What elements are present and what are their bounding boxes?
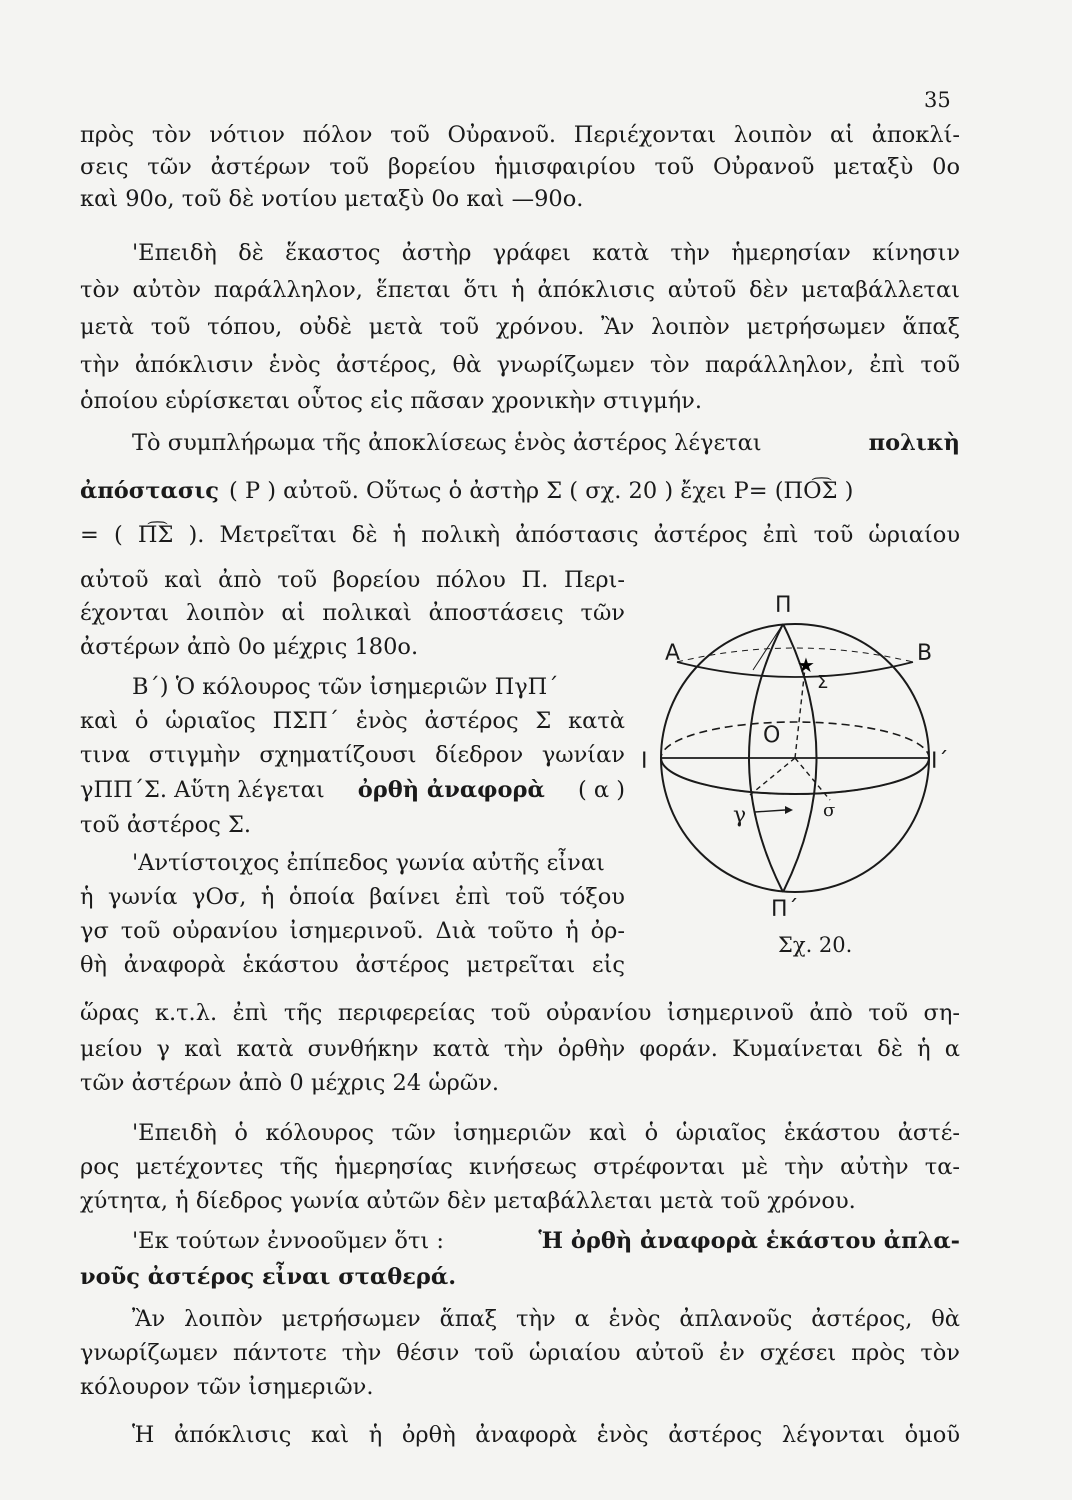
text-line: ρος μετέχοντες τῆς ἡμερησίας κινήσεως στρέφονται μὲ τὴν αὐτὴν τα- [80,1154,960,1180]
text-line: γσ τοῦ οὐρανίου ἰσημερινοῦ. Διὰ τοῦτο ἡ ὀρ- [80,918,625,944]
term-polar-distance-2: ἀπόστασις [80,478,220,504]
text-line [132,428,960,458]
text-line: τῶν ἀστέρων ἀπὸ 0 μέχρις 24 ὡρῶν. [80,1070,500,1096]
text-line: ὥρας κ.τ.λ. ἐπὶ τῆς περιφερείας τοῦ οὐρανίου ἰσημερινοῦ ἀπὸ τοῦ ση- [80,1000,960,1026]
equator-front [661,758,929,794]
text-span: ( Ρ ) αὐτοῦ. Οὕτως ὁ ἀστὴρ Σ ( σχ. 20 ) ἔχει Ρ= (ΠΟ͡Σ ) [229,478,854,504]
text-line: 'Αντίστοιχος ἐπίπεδος γωνία αὐτῆς εἶναι [132,850,605,876]
text-line: τὴν ἀπόκλισιν ἑνὸς ἀστέρος, θὰ γνωρίζωμεν τὸν παράλληλον, ἐπὶ τοῦ [80,352,960,378]
text-line: σεις τῶν ἀστέρων τοῦ βορείου ἡμισφαιρίου τοῦ Οὐρανοῦ μεταξὺ 0ο [80,154,960,180]
text-line: ὁποίου εὑρίσκεται οὗτος εἰς πᾶσαν χρονικὴν στιγμήν. [80,388,703,414]
text-line [80,476,960,506]
label-sigma-small: σ [823,800,836,821]
text-line [80,775,625,805]
text-line: τινα στιγμὴν σχηματίζουσι δίεδρον γωνίαν [80,742,625,768]
text-line: Ἡ ἀπόκλισις καὶ ἡ ὀρθὴ ἀναφορὰ ἑνὸς ἀστέρος λέγονται ὁμοῦ [132,1422,960,1448]
text-span: γΠΠ΄Σ. Αὕτη λέγεται [80,777,325,803]
label-p-prime: Π΄ [771,897,799,922]
term-polar-distance: πολικὴ [868,430,960,456]
label-p: Π [775,593,792,618]
text-span: Τὸ συμπλήρωμα τῆς ἀποκλίσεως ἑνὸς ἀστέρος λέγεται [132,430,762,456]
text-line: ἡ γωνία γΟσ, ἡ ὁποία βαίνει ἐπὶ τοῦ τόξου [80,884,625,910]
radius-gamma [750,758,795,795]
text-line: κόλουρον τῶν ἰσημεριῶν. [80,1374,374,1400]
text-line: τὸν αὐτὸν παράλληλον, ἕπεται ὅτι ἡ ἀπόκλισις αὐτοῦ δὲν μεταβάλλεται [80,277,960,303]
figure-celestial-sphere [625,590,955,960]
text-line: μετὰ τοῦ τόπου, οὐδὲ μετὰ τοῦ χρόνου. Ἂν λοιπὸν μετρήσωμεν ἅπαξ [80,314,960,340]
text-line: πρὸς τὸν νότιον πόλον τοῦ Οὐρανοῦ. Περιέχονται λοιπὸν αἱ ἀποκλί- [80,122,960,148]
text-line: καὶ 90ο, τοῦ δὲ νοτίου μεταξὺ 0ο καὶ —90ο. [80,186,584,212]
page-number: 35 [924,88,951,112]
star-parallel [677,662,913,677]
text-line: έχονται λοιπὸν αἱ πολικαὶ ἀποστάσεις τῶν [80,600,625,626]
label-a: Α [665,641,681,666]
figure-caption: Σχ. 20. [778,933,853,957]
arrow-head [785,806,793,814]
label-gamma: γ [733,803,747,828]
text-line: = ( Π͡Σ ). Μετρεῖται δὲ ἡ πολικὴ ἀπόστασις ἀστέρος ἐπὶ τοῦ ὡριαίου [80,522,960,548]
label-i: Ι [641,749,648,774]
text-line: μείου γ καὶ κατὰ συνθήκην κατὰ τὴν ὀρθὴν φοράν. Κυμαίνεται δὲ ἡ α [80,1036,960,1062]
text-line: αὐτοῦ καὶ ἀπὸ τοῦ βορείου πόλου Π. Περι- [80,567,625,593]
text-span: ( α ) [577,777,625,803]
text-line: χύτητα, ἡ δίεδρος γωνία αὐτῶν δὲν μεταβάλλεται μετὰ τοῦ χρόνου. [80,1188,856,1214]
text-line: Ἂν λοιπὸν μετρήσωμεν ἅπαξ τὴν α ἑνὸς ἀπλανοῦς ἀστέρος, θὰ [132,1306,960,1332]
text-line: 'Επειδὴ ὁ κόλουρος τῶν ἰσημεριῶν καὶ ὁ ὡριαῖος ἑκάστου ἀστέ- [132,1120,960,1146]
statement-bold-2: νοῦς ἀστέρος εἶναι σταθερά. [80,1264,457,1290]
text-line: θὴ ἀναφορὰ ἑκάστου ἀστέρος μετρεῖται εἰς [80,952,625,978]
star-icon: ★ [797,653,815,677]
text-line: 'Επειδὴ δὲ ἕκαστος ἀστὴρ γράφει κατὰ τὴν ἡμερησίαν κίνησιν [132,240,960,266]
direction-arrow [755,810,785,812]
statement-bold: Ἡ ὀρθὴ ἀναφορὰ ἑκάστου ἀπλα- [538,1228,960,1254]
label-sigma: Σ [817,672,829,693]
sphere-diagram [625,590,955,960]
text-line: ἀστέρων ἀπὸ 0ο μέχρις 180ο. [80,634,419,660]
text-line: γνωρίζωμεν πάντοτε τὴν θέσιν τοῦ ὡριαίου αὐτοῦ ἐν σχέσει πρὸς τὸν [80,1340,960,1366]
text-span: 'Εκ τούτων ἐννοοῦμεν ὅτι : [132,1228,444,1254]
label-i-prime: Ι΄ [931,749,949,774]
label-b: Β [917,641,933,666]
label-o: Ο [763,723,781,748]
text-line [132,1226,960,1256]
guide-line [753,624,783,670]
term-right-ascension: ὀρθὴ ἀναφορὰ [357,777,545,803]
text-line: καὶ ὁ ὡριαῖος ΠΣΠ΄ ἑνὸς ἀστέρος Σ κατὰ [80,708,625,734]
radius-star [795,668,805,758]
text-line: Β΄) Ὁ κόλουρος τῶν ἰσημεριῶν ΠγΠ΄ [132,674,559,700]
text-line: τοῦ ἀστέρος Σ. [80,812,252,838]
